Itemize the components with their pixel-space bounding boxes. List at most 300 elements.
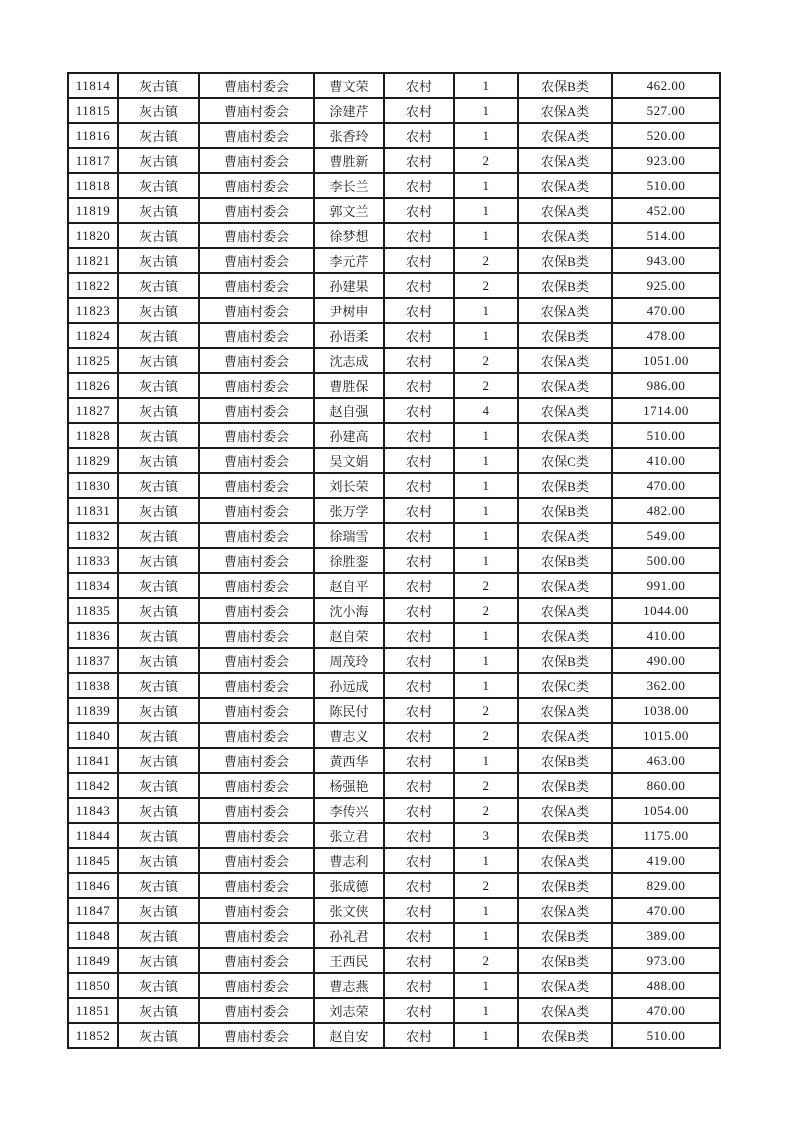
cell-count: 1 (454, 898, 518, 923)
cell-category: 农保B类 (518, 548, 612, 573)
pension-records-table (67, 72, 721, 1049)
cell-town: 灰古镇 (118, 173, 199, 198)
cell-amount: 410.00 (612, 448, 720, 473)
cell-id: 11815 (68, 98, 118, 123)
table-row (68, 273, 720, 298)
cell-amount: 514.00 (612, 223, 720, 248)
cell-area: 农村 (384, 173, 454, 198)
cell-name: 孙礼君 (314, 923, 384, 948)
cell-area: 农村 (384, 998, 454, 1023)
cell-amount: 510.00 (612, 1023, 720, 1048)
cell-id: 11835 (68, 598, 118, 623)
cell-count: 2 (454, 698, 518, 723)
cell-count: 1 (454, 298, 518, 323)
cell-id: 11845 (68, 848, 118, 873)
cell-category: 农保C类 (518, 448, 612, 473)
table-row (68, 148, 720, 173)
cell-amount: 1051.00 (612, 348, 720, 373)
table-row (68, 598, 720, 623)
cell-amount: 1044.00 (612, 598, 720, 623)
cell-village: 曹庙村委会 (199, 373, 314, 398)
table-row (68, 798, 720, 823)
cell-category: 农保A类 (518, 398, 612, 423)
cell-category: 农保A类 (518, 348, 612, 373)
table-row (68, 298, 720, 323)
cell-id: 11834 (68, 573, 118, 598)
table-row (68, 548, 720, 573)
cell-name: 周茂玲 (314, 648, 384, 673)
cell-town: 灰古镇 (118, 648, 199, 673)
cell-area: 农村 (384, 298, 454, 323)
cell-id: 11820 (68, 223, 118, 248)
cell-village: 曹庙村委会 (199, 748, 314, 773)
cell-id: 11851 (68, 998, 118, 1023)
cell-category: 农保A类 (518, 423, 612, 448)
cell-village: 曹庙村委会 (199, 798, 314, 823)
cell-count: 2 (454, 798, 518, 823)
cell-amount: 470.00 (612, 998, 720, 1023)
cell-name: 沈小海 (314, 598, 384, 623)
cell-town: 灰古镇 (118, 448, 199, 473)
cell-category: 农保A类 (518, 998, 612, 1023)
cell-village: 曹庙村委会 (199, 698, 314, 723)
cell-town: 灰古镇 (118, 323, 199, 348)
cell-area: 农村 (384, 798, 454, 823)
cell-id: 11840 (68, 723, 118, 748)
cell-name: 张成德 (314, 873, 384, 898)
cell-count: 1 (454, 673, 518, 698)
cell-amount: 1175.00 (612, 823, 720, 848)
cell-village: 曹庙村委会 (199, 348, 314, 373)
cell-town: 灰古镇 (118, 723, 199, 748)
cell-area: 农村 (384, 248, 454, 273)
cell-village: 曹庙村委会 (199, 298, 314, 323)
cell-name: 徐瑞雪 (314, 523, 384, 548)
cell-name: 曹志利 (314, 848, 384, 873)
cell-category: 农保C类 (518, 673, 612, 698)
cell-id: 11817 (68, 148, 118, 173)
cell-id: 11823 (68, 298, 118, 323)
cell-village: 曹庙村委会 (199, 498, 314, 523)
cell-category: 农保B类 (518, 873, 612, 898)
cell-name: 曹胜保 (314, 373, 384, 398)
cell-category: 农保A类 (518, 373, 612, 398)
cell-name: 曹胜新 (314, 148, 384, 173)
table-row (68, 648, 720, 673)
cell-area: 农村 (384, 123, 454, 148)
cell-count: 2 (454, 773, 518, 798)
cell-count: 4 (454, 398, 518, 423)
cell-amount: 943.00 (612, 248, 720, 273)
cell-village: 曹庙村委会 (199, 998, 314, 1023)
table-row (68, 623, 720, 648)
cell-name: 张立君 (314, 823, 384, 848)
cell-count: 1 (454, 498, 518, 523)
cell-count: 3 (454, 823, 518, 848)
cell-category: 农保B类 (518, 948, 612, 973)
cell-town: 灰古镇 (118, 698, 199, 723)
cell-count: 2 (454, 873, 518, 898)
cell-town: 灰古镇 (118, 473, 199, 498)
cell-amount: 470.00 (612, 898, 720, 923)
cell-name: 郭文兰 (314, 198, 384, 223)
cell-id: 11827 (68, 398, 118, 423)
cell-area: 农村 (384, 1023, 454, 1048)
cell-count: 1 (454, 748, 518, 773)
table-row (68, 823, 720, 848)
cell-count: 1 (454, 1023, 518, 1048)
cell-village: 曹庙村委会 (199, 723, 314, 748)
cell-count: 1 (454, 473, 518, 498)
cell-amount: 470.00 (612, 298, 720, 323)
cell-count: 1 (454, 973, 518, 998)
cell-amount: 463.00 (612, 748, 720, 773)
cell-name: 张香玲 (314, 123, 384, 148)
cell-count: 1 (454, 848, 518, 873)
cell-amount: 925.00 (612, 273, 720, 298)
cell-name: 涂建芹 (314, 98, 384, 123)
cell-name: 曹志义 (314, 723, 384, 748)
table-row (68, 848, 720, 873)
cell-count: 1 (454, 198, 518, 223)
cell-category: 农保A类 (518, 98, 612, 123)
cell-name: 赵自平 (314, 573, 384, 598)
cell-village: 曹庙村委会 (199, 323, 314, 348)
table-row (68, 248, 720, 273)
cell-village: 曹庙村委会 (199, 973, 314, 998)
cell-town: 灰古镇 (118, 123, 199, 148)
table-row (68, 123, 720, 148)
cell-category: 农保A类 (518, 848, 612, 873)
cell-id: 11847 (68, 898, 118, 923)
cell-town: 灰古镇 (118, 923, 199, 948)
cell-category: 农保B类 (518, 273, 612, 298)
cell-count: 1 (454, 423, 518, 448)
cell-id: 11842 (68, 773, 118, 798)
cell-amount: 991.00 (612, 573, 720, 598)
table-row (68, 1023, 720, 1048)
table-row (68, 973, 720, 998)
cell-town: 灰古镇 (118, 1023, 199, 1048)
cell-town: 灰古镇 (118, 248, 199, 273)
cell-amount: 973.00 (612, 948, 720, 973)
cell-amount: 510.00 (612, 423, 720, 448)
cell-amount: 923.00 (612, 148, 720, 173)
cell-area: 农村 (384, 848, 454, 873)
table-row (68, 223, 720, 248)
cell-name: 赵自安 (314, 1023, 384, 1048)
cell-id: 11824 (68, 323, 118, 348)
cell-count: 1 (454, 173, 518, 198)
cell-amount: 1038.00 (612, 698, 720, 723)
table-row (68, 673, 720, 698)
cell-name: 陈民付 (314, 698, 384, 723)
cell-area: 农村 (384, 373, 454, 398)
cell-village: 曹庙村委会 (199, 898, 314, 923)
cell-amount: 470.00 (612, 473, 720, 498)
cell-village: 曹庙村委会 (199, 548, 314, 573)
cell-village: 曹庙村委会 (199, 648, 314, 673)
cell-area: 农村 (384, 973, 454, 998)
cell-count: 1 (454, 523, 518, 548)
cell-area: 农村 (384, 498, 454, 523)
cell-category: 农保A类 (518, 973, 612, 998)
cell-category: 农保A类 (518, 798, 612, 823)
cell-category: 农保A类 (518, 223, 612, 248)
cell-town: 灰古镇 (118, 948, 199, 973)
cell-town: 灰古镇 (118, 398, 199, 423)
cell-category: 农保B类 (518, 323, 612, 348)
cell-amount: 829.00 (612, 873, 720, 898)
cell-area: 农村 (384, 198, 454, 223)
cell-area: 农村 (384, 898, 454, 923)
table-row (68, 498, 720, 523)
cell-amount: 462.00 (612, 73, 720, 98)
cell-category: 农保A类 (518, 723, 612, 748)
table-row (68, 998, 720, 1023)
cell-count: 1 (454, 323, 518, 348)
cell-name: 赵自荣 (314, 623, 384, 648)
cell-name: 刘志荣 (314, 998, 384, 1023)
cell-village: 曹庙村委会 (199, 673, 314, 698)
cell-id: 11838 (68, 673, 118, 698)
cell-town: 灰古镇 (118, 623, 199, 648)
cell-town: 灰古镇 (118, 548, 199, 573)
cell-count: 1 (454, 223, 518, 248)
cell-category: 农保A类 (518, 623, 612, 648)
cell-area: 农村 (384, 273, 454, 298)
cell-area: 农村 (384, 823, 454, 848)
table-body (68, 73, 720, 1048)
table-row (68, 523, 720, 548)
cell-area: 农村 (384, 673, 454, 698)
cell-area: 农村 (384, 648, 454, 673)
cell-id: 11836 (68, 623, 118, 648)
cell-id: 11849 (68, 948, 118, 973)
cell-id: 11821 (68, 248, 118, 273)
cell-amount: 549.00 (612, 523, 720, 548)
cell-amount: 488.00 (612, 973, 720, 998)
cell-name: 徐梦想 (314, 223, 384, 248)
cell-amount: 362.00 (612, 673, 720, 698)
cell-category: 农保A类 (518, 598, 612, 623)
cell-amount: 527.00 (612, 98, 720, 123)
cell-area: 农村 (384, 548, 454, 573)
cell-count: 2 (454, 573, 518, 598)
cell-category: 农保A类 (518, 698, 612, 723)
cell-name: 尹树申 (314, 298, 384, 323)
cell-area: 农村 (384, 73, 454, 98)
cell-area: 农村 (384, 348, 454, 373)
cell-category: 农保B类 (518, 498, 612, 523)
cell-village: 曹庙村委会 (199, 598, 314, 623)
table-row (68, 898, 720, 923)
cell-count: 1 (454, 648, 518, 673)
table-row (68, 323, 720, 348)
cell-town: 灰古镇 (118, 798, 199, 823)
cell-id: 11837 (68, 648, 118, 673)
cell-area: 农村 (384, 948, 454, 973)
cell-id: 11825 (68, 348, 118, 373)
cell-id: 11850 (68, 973, 118, 998)
cell-category: 农保B类 (518, 823, 612, 848)
table-row (68, 73, 720, 98)
cell-name: 吴文娟 (314, 448, 384, 473)
cell-count: 2 (454, 723, 518, 748)
cell-amount: 520.00 (612, 123, 720, 148)
cell-village: 曹庙村委会 (199, 923, 314, 948)
cell-category: 农保A类 (518, 148, 612, 173)
table-row (68, 348, 720, 373)
cell-category: 农保B类 (518, 473, 612, 498)
cell-name: 李元芹 (314, 248, 384, 273)
cell-area: 农村 (384, 423, 454, 448)
cell-count: 2 (454, 248, 518, 273)
cell-id: 11843 (68, 798, 118, 823)
cell-amount: 510.00 (612, 173, 720, 198)
cell-amount: 490.00 (612, 648, 720, 673)
cell-id: 11818 (68, 173, 118, 198)
cell-count: 2 (454, 273, 518, 298)
cell-amount: 500.00 (612, 548, 720, 573)
cell-id: 11839 (68, 698, 118, 723)
table-row (68, 173, 720, 198)
cell-area: 农村 (384, 473, 454, 498)
cell-category: 农保A类 (518, 298, 612, 323)
cell-id: 11841 (68, 748, 118, 773)
cell-village: 曹庙村委会 (199, 948, 314, 973)
cell-town: 灰古镇 (118, 773, 199, 798)
cell-town: 灰古镇 (118, 348, 199, 373)
cell-amount: 1714.00 (612, 398, 720, 423)
cell-id: 11832 (68, 523, 118, 548)
cell-town: 灰古镇 (118, 873, 199, 898)
cell-category: 农保A类 (518, 573, 612, 598)
cell-village: 曹庙村委会 (199, 148, 314, 173)
cell-village: 曹庙村委会 (199, 123, 314, 148)
cell-id: 11848 (68, 923, 118, 948)
cell-town: 灰古镇 (118, 423, 199, 448)
cell-category: 农保B类 (518, 748, 612, 773)
table-row (68, 198, 720, 223)
cell-category: 农保B类 (518, 773, 612, 798)
cell-count: 1 (454, 123, 518, 148)
cell-village: 曹庙村委会 (199, 1023, 314, 1048)
table-row (68, 748, 720, 773)
cell-village: 曹庙村委会 (199, 198, 314, 223)
cell-count: 1 (454, 73, 518, 98)
cell-town: 灰古镇 (118, 823, 199, 848)
cell-village: 曹庙村委会 (199, 398, 314, 423)
table-row (68, 448, 720, 473)
cell-amount: 452.00 (612, 198, 720, 223)
cell-id: 11844 (68, 823, 118, 848)
cell-id: 11822 (68, 273, 118, 298)
cell-id: 11852 (68, 1023, 118, 1048)
cell-name: 张万学 (314, 498, 384, 523)
table-row (68, 373, 720, 398)
cell-name: 曹文荣 (314, 73, 384, 98)
cell-category: 农保B类 (518, 648, 612, 673)
cell-village: 曹庙村委会 (199, 423, 314, 448)
cell-count: 2 (454, 948, 518, 973)
cell-amount: 478.00 (612, 323, 720, 348)
cell-village: 曹庙村委会 (199, 98, 314, 123)
cell-id: 11816 (68, 123, 118, 148)
cell-id: 11828 (68, 423, 118, 448)
cell-count: 2 (454, 348, 518, 373)
cell-count: 2 (454, 598, 518, 623)
table-row (68, 473, 720, 498)
cell-town: 灰古镇 (118, 848, 199, 873)
cell-category: 农保A类 (518, 523, 612, 548)
cell-area: 农村 (384, 698, 454, 723)
table-row (68, 873, 720, 898)
cell-id: 11831 (68, 498, 118, 523)
table-row (68, 723, 720, 748)
cell-category: 农保A类 (518, 173, 612, 198)
cell-count: 1 (454, 98, 518, 123)
cell-area: 农村 (384, 523, 454, 548)
cell-category: 农保A类 (518, 198, 612, 223)
cell-id: 11819 (68, 198, 118, 223)
table-row (68, 398, 720, 423)
cell-area: 农村 (384, 748, 454, 773)
cell-area: 农村 (384, 98, 454, 123)
cell-name: 赵自强 (314, 398, 384, 423)
table-row (68, 423, 720, 448)
cell-name: 李长兰 (314, 173, 384, 198)
cell-town: 灰古镇 (118, 998, 199, 1023)
cell-village: 曹庙村委会 (199, 623, 314, 648)
cell-village: 曹庙村委会 (199, 848, 314, 873)
cell-town: 灰古镇 (118, 523, 199, 548)
cell-id: 11829 (68, 448, 118, 473)
cell-area: 农村 (384, 148, 454, 173)
cell-town: 灰古镇 (118, 148, 199, 173)
cell-name: 沈志成 (314, 348, 384, 373)
cell-count: 1 (454, 923, 518, 948)
cell-town: 灰古镇 (118, 73, 199, 98)
cell-town: 灰古镇 (118, 673, 199, 698)
cell-count: 2 (454, 148, 518, 173)
table-row (68, 98, 720, 123)
cell-town: 灰古镇 (118, 598, 199, 623)
cell-name: 徐胜銮 (314, 548, 384, 573)
cell-town: 灰古镇 (118, 573, 199, 598)
cell-id: 11826 (68, 373, 118, 398)
cell-town: 灰古镇 (118, 198, 199, 223)
cell-id: 11833 (68, 548, 118, 573)
cell-area: 农村 (384, 598, 454, 623)
cell-amount: 1054.00 (612, 798, 720, 823)
cell-area: 农村 (384, 873, 454, 898)
cell-village: 曹庙村委会 (199, 773, 314, 798)
cell-area: 农村 (384, 923, 454, 948)
cell-count: 1 (454, 548, 518, 573)
cell-id: 11814 (68, 73, 118, 98)
cell-category: 农保B类 (518, 1023, 612, 1048)
cell-category: 农保B类 (518, 73, 612, 98)
cell-area: 农村 (384, 448, 454, 473)
cell-name: 张文侠 (314, 898, 384, 923)
table-row (68, 698, 720, 723)
cell-name: 孙建高 (314, 423, 384, 448)
cell-name: 孙语柔 (314, 323, 384, 348)
cell-town: 灰古镇 (118, 748, 199, 773)
cell-amount: 410.00 (612, 623, 720, 648)
cell-amount: 419.00 (612, 848, 720, 873)
